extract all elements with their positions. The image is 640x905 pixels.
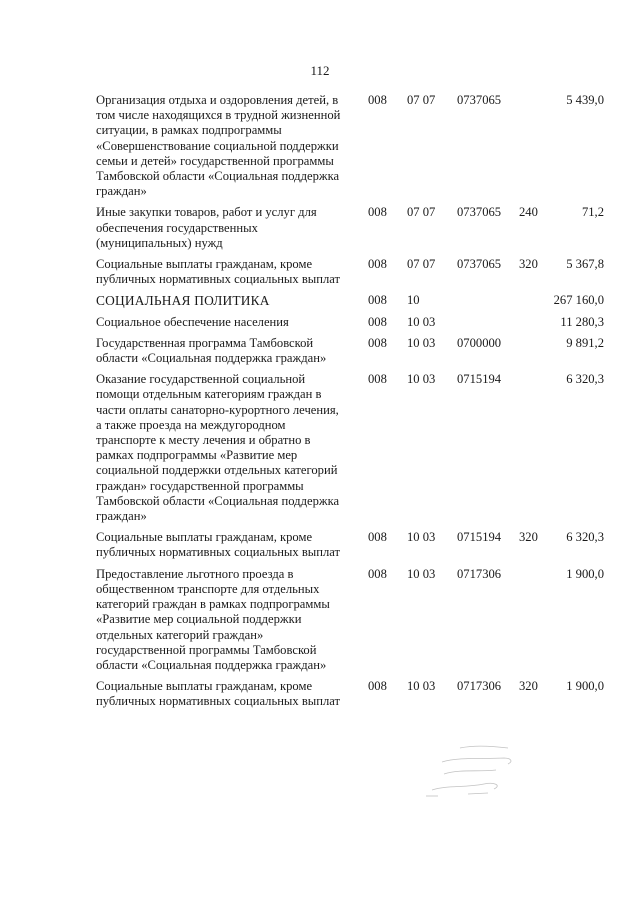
row-csr	[457, 315, 519, 336]
row-rzpr: 10 03	[407, 335, 436, 350]
row-name: Социальные выплаты гражданам, кроме публичных нормативных социальных выплат	[96, 530, 341, 560]
row-name: Социальные выплаты гражданам, кроме публичных нормативных социальных выплат	[96, 257, 341, 287]
row-vr	[519, 567, 549, 679]
row-csr: 0717306	[457, 566, 502, 581]
row-sum: 9 891,2	[566, 335, 604, 350]
row-csr: 0737065	[457, 205, 502, 220]
row-grbs: 008	[368, 679, 387, 694]
table-row	[96, 679, 604, 715]
row-rzpr: 10	[407, 293, 420, 308]
table-row	[96, 372, 604, 530]
row-csr: 0715194	[457, 530, 502, 545]
row-grbs: 008	[368, 205, 387, 220]
row-sum: 1 900,0	[566, 566, 604, 581]
table-row	[96, 205, 604, 257]
row-rzpr: 10 03	[407, 566, 436, 581]
row-vr	[519, 336, 549, 372]
row-csr: 0700000	[457, 335, 502, 350]
row-name: Предоставление льготного проезда в общественном транспорте для отдельных категорий граждан в рамках подпрограммы «Развитие мер социальной поддержки отдельных категорий граждан» государственной программы Тамбовской области «Социальная поддержка граждан»	[96, 566, 330, 672]
row-vr: 240	[519, 205, 538, 220]
page-number: 112	[310, 63, 330, 78]
table-row	[96, 336, 604, 372]
row-grbs: 008	[368, 530, 387, 545]
row-sum: 71,2	[581, 205, 604, 220]
row-vr	[519, 372, 549, 530]
row-vr	[519, 315, 549, 336]
row-name: Социальное обеспечение населения	[96, 314, 289, 329]
row-vr	[519, 293, 549, 314]
row-rzpr: 10 03	[407, 372, 436, 387]
row-vr: 320	[519, 530, 538, 545]
row-vr: 320	[519, 257, 538, 272]
row-grbs: 008	[368, 335, 387, 350]
table-row	[96, 567, 604, 679]
row-rzpr: 10 03	[407, 530, 436, 545]
budget-table	[96, 93, 604, 716]
row-name: Организация отдыха и оздоровления детей, в том числе находящихся в трудной жизненной ситуации, в рамках подпрограммы «Совершенствование социальной поддержки семьи и детей» государственной программы Тамбовской области «Социальная поддержка граждан»	[96, 93, 341, 199]
row-sum: 6 320,3	[566, 530, 604, 545]
row-name: Государственная программа Тамбовской области «Социальная поддержка граждан»	[96, 335, 327, 366]
row-csr: 0737065	[457, 257, 502, 272]
row-grbs: 008	[368, 566, 387, 581]
row-sum: 6 320,3	[566, 372, 604, 387]
row-csr: 0715194	[457, 372, 502, 387]
row-grbs: 008	[368, 372, 387, 387]
row-name: Социальные выплаты гражданам, кроме публичных нормативных социальных выплат	[96, 679, 341, 709]
row-rzpr: 10 03	[407, 679, 436, 694]
faded-stamp-mark	[424, 742, 524, 800]
row-grbs: 008	[368, 257, 387, 272]
row-sum: 11 280,3	[560, 314, 604, 329]
row-name: Оказание государственной социальной помощи отдельным категориям граждан в части оплаты санаторно-курортного лечения, а также проезда на междугородном транспорте к месту лечения и обратно в рамках подпрограммы «Развитие мер социальной поддержки отдельных категорий граждан» государственной программы Тамбовской области «Социальная поддержка граждан»	[96, 372, 340, 524]
row-name: Иные закупки товаров, работ и услуг для обеспечения государственных (муниципальных) нужд	[96, 205, 317, 250]
row-grbs: 008	[368, 93, 387, 107]
table-row	[96, 257, 604, 293]
table-row	[96, 93, 604, 205]
table-row	[96, 530, 604, 566]
row-grbs: 008	[368, 314, 387, 329]
row-csr: 0717306	[457, 679, 502, 694]
row-vr: 320	[519, 679, 538, 694]
row-sum: 267 160,0	[553, 293, 604, 308]
row-sum: 1 900,0	[566, 679, 604, 694]
stamp-scribbles	[426, 746, 511, 796]
row-vr	[519, 93, 549, 205]
row-csr	[457, 293, 519, 314]
table-row	[96, 315, 604, 336]
row-rzpr: 10 03	[407, 314, 436, 329]
row-rzpr: 07 07	[407, 205, 436, 220]
section-row	[96, 293, 604, 314]
row-sum: 5 367,8	[566, 257, 604, 272]
section-title: СОЦИАЛЬНАЯ ПОЛИТИКА	[96, 293, 270, 309]
row-grbs: 008	[368, 293, 387, 308]
row-csr: 0737065	[457, 93, 502, 107]
row-rzpr: 07 07	[407, 257, 436, 272]
row-rzpr: 07 07	[407, 93, 436, 107]
row-sum: 5 439,0	[566, 93, 604, 107]
